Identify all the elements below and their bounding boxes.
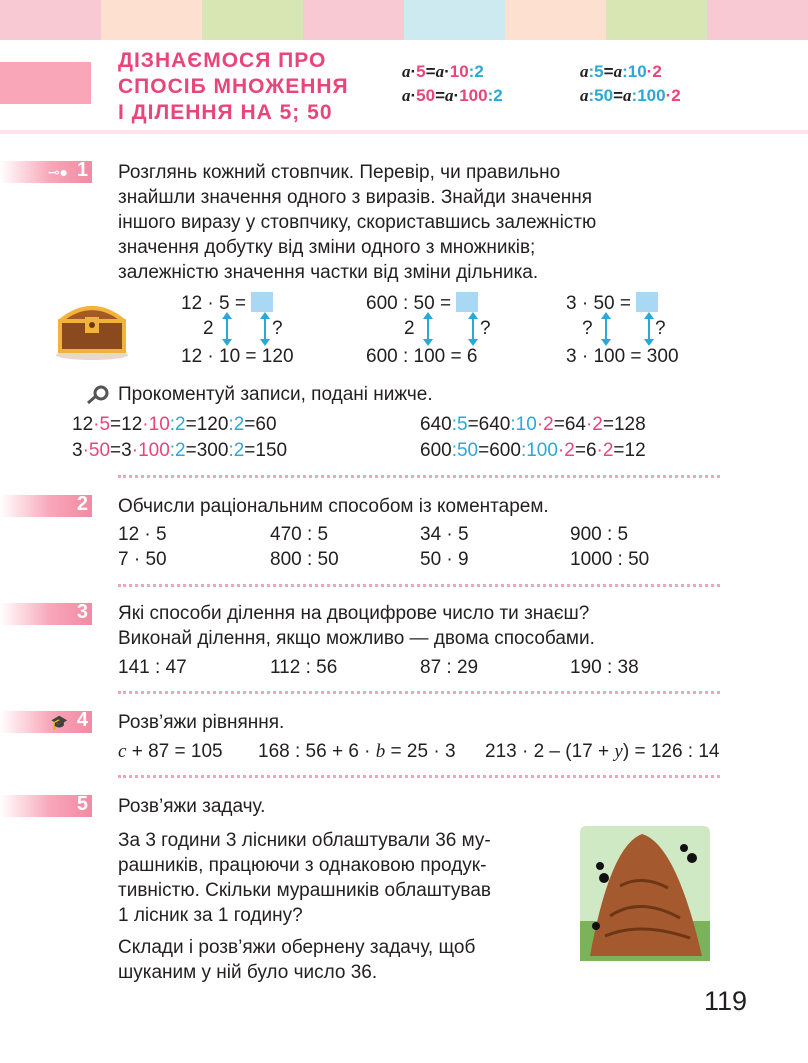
task-5-tab: 5 (0, 795, 92, 817)
task-2-text: Обчисли раціональним способом із коментарем. (118, 496, 549, 517)
expression: 800 : 50 (270, 549, 339, 570)
arrow-icon (264, 318, 266, 340)
divider (118, 691, 720, 694)
strip (101, 0, 202, 40)
divider (118, 775, 720, 778)
col3-bottom: 3 · 100 = 300 (566, 346, 679, 367)
col3-factor-left: ? (582, 318, 593, 339)
answer-box (251, 292, 273, 312)
strip (0, 0, 101, 40)
equation-row-2a: 3·50=3·100:2=300:2=150 (72, 440, 288, 461)
arrow-icon (427, 318, 429, 340)
equation-3: 213 · 2 – (17 + y) = 126 : 14 (485, 741, 720, 762)
color-strips (0, 0, 808, 40)
header-formula-3: a·50=a·100:2 (402, 86, 503, 105)
arrow-icon (226, 318, 228, 340)
col3-factor-right: ? (655, 318, 666, 339)
expression: 50 · 9 (420, 549, 469, 570)
anthill-icon (580, 826, 710, 961)
strip (303, 0, 404, 40)
divider (118, 475, 720, 478)
task-3-tab: 3 (0, 603, 92, 625)
answer-box (636, 292, 658, 312)
expression: 141 : 47 (118, 657, 187, 678)
equation-1: c + 87 = 105 (118, 741, 223, 762)
header-formula-4: a:50=a:100·2 (580, 86, 681, 105)
task-2-tab: 2 (0, 495, 92, 517)
strip (606, 0, 707, 40)
expression: 190 : 38 (570, 657, 639, 678)
equation-2: 168 : 56 + 6 · b = 25 · 3 (258, 741, 456, 762)
page-title: ДІЗНАЄМОСЯ ПРО СПОСІБ МНОЖЕННЯ І ДІЛЕННЯ НА 5; 50 (118, 49, 349, 124)
expression: 12 · 5 (118, 524, 167, 545)
strip (404, 0, 505, 40)
col2-bottom: 600 : 100 = 6 (366, 346, 478, 367)
answer-box (456, 292, 478, 312)
task-4-text: Розв’яжи рівняння. (118, 712, 285, 733)
arrow-icon (472, 318, 474, 340)
header-accent-bar (0, 62, 91, 104)
col2-factor-left: 2 (404, 318, 415, 339)
problem-text: За 3 години 3 лісники облаштували 36 му- рашників, працюючи з однаковою продук- тивністю. Скільки мурашників облаштував 1 лісник за 1 годину? (118, 830, 491, 926)
key-icon: ⊸● (47, 164, 68, 180)
magnifier-icon (86, 385, 110, 405)
task-1-text: Розглянь кожний стовпчик. Перевір, чи правильно знайшли значення одного з виразів. Знайди значення іншого виразу у стовпчику, скориставшись залежністю значення добутку від зміни одного з множників; залежністю значення частки від зміни дільника. (118, 162, 597, 283)
header-divider (0, 130, 808, 134)
expression: 87 : 29 (420, 657, 479, 678)
col1-factor-left: 2 (203, 318, 214, 339)
equation-row-1b: 640:5=640:10·2=64·2=128 (420, 414, 646, 435)
treasure-chest-icon (52, 293, 132, 361)
equation-row-2b: 600:50=600:100·2=6·2=12 (420, 440, 646, 461)
arrow-icon (648, 318, 650, 340)
expression: 34 · 5 (420, 524, 469, 545)
col1-top: 12 · 5 = (181, 292, 273, 315)
expression: 112 : 56 (270, 657, 338, 678)
arrow-icon (605, 318, 607, 340)
page-number: 119 (704, 986, 748, 1016)
comment-prompt: Прокоментуй записи, подані нижче. (118, 384, 433, 405)
strip (202, 0, 303, 40)
strip (505, 0, 606, 40)
header-formula-2: a:5=a:10·2 (580, 62, 662, 81)
col2-factor-right: ? (480, 318, 491, 339)
task-1-tab: ⊸● 1 (0, 161, 92, 183)
expression: 470 : 5 (270, 524, 329, 545)
task-5-text: Розв’яжи задачу. (118, 796, 266, 817)
header-formula-1: a·5=a·10:2 (402, 62, 484, 81)
graduation-cap-icon: 🎓 (50, 714, 68, 730)
expression: 900 : 5 (570, 524, 629, 545)
divider (118, 584, 720, 587)
expression: 7 · 50 (118, 549, 167, 570)
equation-row-1a: 12·5=12·10:2=120:2=60 (72, 414, 277, 435)
expression: 1000 : 50 (570, 549, 650, 570)
col2-top: 600 : 50 = (366, 292, 478, 315)
col1-bottom: 12 · 10 = 120 (181, 346, 294, 367)
col3-top: 3 · 50 = (566, 292, 658, 315)
task-3-text: Які способи ділення на двоцифрове число ти знаєш? Виконай ділення, якщо можливо — двома способами. (118, 603, 595, 649)
task-4-tab: 🎓 4 (0, 711, 92, 733)
strip (707, 0, 808, 40)
inverse-problem-text: Склади і розв’яжи обернену задачу, щоб шуканим у ній було число 36. (118, 937, 476, 983)
col1-factor-right: ? (272, 318, 283, 339)
